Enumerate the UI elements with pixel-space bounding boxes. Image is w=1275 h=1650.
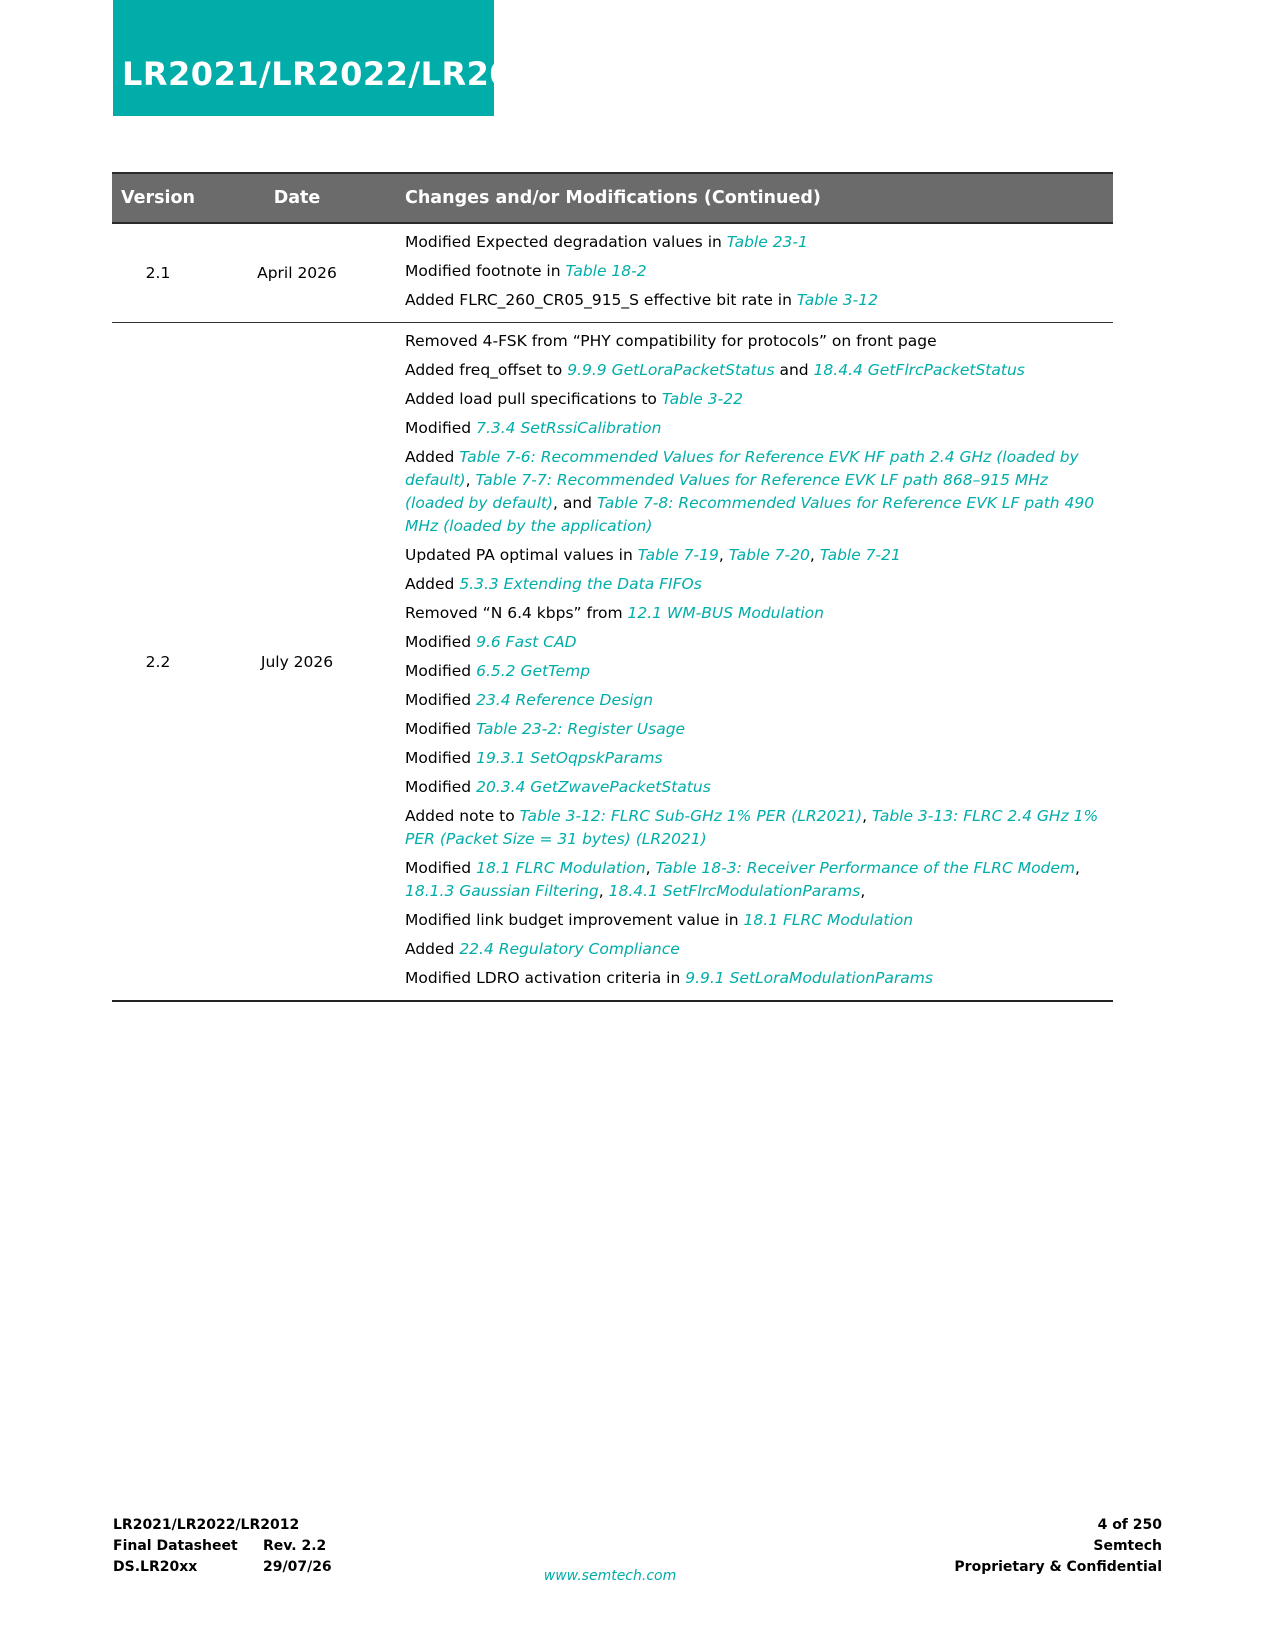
change-item	[405, 805, 1101, 857]
cross-reference-link[interactable]: 9.9.9 GetLoraPacketStatus	[567, 361, 775, 379]
change-item	[405, 631, 1101, 660]
footer-rev: Rev. 2.2	[263, 1538, 327, 1554]
footer-confidentiality: Proprietary & Confidential	[954, 1559, 1162, 1575]
change-text: ,	[862, 807, 872, 825]
change-item	[405, 602, 1101, 631]
cross-reference-link[interactable]: Table 7-19	[637, 546, 719, 564]
change-text: , and	[553, 494, 597, 512]
version-cell: 2.1	[112, 223, 204, 323]
cross-reference-link[interactable]: Table 18-3: Receiver Performance of the FLRC Modem	[655, 859, 1076, 877]
change-text: Added FLRC_260_CR05_915_S effective bit rate in	[405, 291, 797, 309]
change-item	[405, 967, 1101, 996]
change-item	[405, 231, 1101, 260]
cross-reference-link[interactable]: 12.1 WM-BUS Modulation	[627, 604, 824, 622]
change-text: ,	[809, 546, 820, 564]
change-text: Modified	[405, 691, 477, 709]
table-row	[112, 323, 1113, 1002]
change-item	[405, 388, 1101, 417]
change-item	[405, 747, 1101, 776]
cross-reference-link[interactable]: 19.3.1 SetOqpskParams	[476, 749, 663, 767]
change-item	[405, 718, 1101, 747]
change-item	[405, 938, 1101, 967]
cross-reference-link[interactable]: 18.1 FLRC Modulation	[476, 859, 646, 877]
cross-reference-link[interactable]: Table 3-13: FLRC 2.4 GHz 1% PER (Packet Size = 31 bytes) (LR2021)	[405, 807, 1099, 848]
cross-reference-link[interactable]: 18.1 FLRC Modulation	[743, 911, 914, 929]
cross-reference-link[interactable]: Table 7-7: Recommended Values for Reference EVK LF path 868–915 MHz (loaded by default)	[405, 471, 1049, 512]
change-text: ,	[465, 471, 476, 489]
document-title: LR2021/LR2022/LR2012	[122, 55, 558, 93]
change-text: Added	[405, 940, 460, 958]
change-text: Modified LDRO activation criteria in	[405, 969, 686, 987]
footer-doc-name: LR2021/LR2022/LR2012	[113, 1517, 300, 1533]
change-item	[405, 689, 1101, 718]
date-column-header: Date	[204, 173, 390, 223]
change-item	[405, 909, 1101, 938]
change-text: Modified	[405, 778, 477, 796]
change-item	[405, 330, 1101, 359]
changes-cell	[390, 323, 1113, 1002]
footer-website-link[interactable]: www.semtech.com	[543, 1568, 677, 1584]
cross-reference-link[interactable]: 9.9.1 SetLoraModulationParams	[685, 969, 933, 987]
change-text: and	[774, 361, 814, 379]
version-column-header: Version	[112, 173, 204, 223]
change-item	[405, 289, 1101, 318]
change-text: Modified	[405, 662, 477, 680]
cross-reference-link[interactable]: 18.1.3 Gaussian Filtering	[405, 882, 599, 900]
change-item	[405, 260, 1101, 289]
footer-right	[954, 1515, 1162, 1578]
change-text: Added	[405, 448, 460, 466]
footer-status: Final Datasheet	[113, 1538, 238, 1554]
footer-left	[113, 1515, 332, 1578]
change-text: Modified	[405, 633, 477, 651]
cross-reference-link[interactable]: 6.5.2 GetTemp	[476, 662, 591, 680]
cross-reference-link[interactable]: 7.3.4 SetRssiCalibration	[476, 419, 662, 437]
change-text: Updated PA optimal values in	[405, 546, 638, 564]
change-text: Added freq_offset to	[405, 361, 568, 379]
change-text: Removed “N 6.4 kbps” from	[405, 604, 628, 622]
change-text: ,	[645, 859, 656, 877]
change-item	[405, 417, 1101, 446]
change-item	[405, 660, 1101, 689]
table-row	[112, 223, 1113, 323]
cross-reference-link[interactable]: 23.4 Reference Design	[476, 691, 654, 709]
change-text: ,	[598, 882, 609, 900]
cross-reference-link[interactable]: Table 3-12	[796, 291, 878, 309]
change-text: Modified link budget improvement value in	[405, 911, 744, 929]
cross-reference-link[interactable]: Table 7-8: Recommended Values for Reference EVK LF path 490 MHz (loaded by the application)	[405, 494, 1095, 535]
cross-reference-link[interactable]: Table 3-22	[661, 390, 743, 408]
cross-reference-link[interactable]: 5.3.3 Extending the Data FIFOs	[459, 575, 702, 593]
cross-reference-link[interactable]: Table 23-1	[726, 233, 808, 251]
changes-column-header: Changes and/or Modifications (Continued)	[390, 173, 1113, 223]
change-text: Modified	[405, 859, 477, 877]
date-cell: April 2026	[204, 223, 390, 323]
cross-reference-link[interactable]: 18.4.4 GetFlrcPacketStatus	[813, 361, 1025, 379]
change-text: Modified	[405, 720, 477, 738]
cross-reference-link[interactable]: Table 3-12: FLRC Sub-GHz 1% PER (LR2021)	[519, 807, 863, 825]
change-item	[405, 544, 1101, 573]
change-text: Added	[405, 575, 460, 593]
change-text: ,	[718, 546, 729, 564]
cross-reference-link[interactable]: 9.6 Fast CAD	[476, 633, 577, 651]
change-item	[405, 857, 1101, 909]
change-text: Modified	[405, 419, 477, 437]
footer-date: 29/07/26	[263, 1559, 332, 1575]
cross-reference-link[interactable]: Table 18-2	[565, 262, 647, 280]
cross-reference-link[interactable]: Table 7-21	[819, 546, 901, 564]
footer-doc-id: DS.LR20xx	[113, 1559, 198, 1575]
change-text: Modified	[405, 749, 477, 767]
cross-reference-link[interactable]: Table 23-2: Register Usage	[476, 720, 686, 738]
cross-reference-link[interactable]: Table 7-20	[728, 546, 810, 564]
date-cell: July 2026	[204, 323, 390, 1002]
changes-cell	[390, 223, 1113, 323]
revision-history-table	[112, 172, 1113, 1002]
change-text: Modified footnote in	[405, 262, 566, 280]
change-text: Added note to	[405, 807, 520, 825]
cross-reference-link[interactable]: Table 7-6: Recommended Values for Reference EVK HF path 2.4 GHz (loaded by default)	[405, 448, 1079, 489]
table-header-row	[112, 173, 1113, 223]
cross-reference-link[interactable]: 22.4 Regulatory Compliance	[459, 940, 680, 958]
change-item	[405, 776, 1101, 805]
change-text: ,	[1075, 859, 1080, 877]
cross-reference-link[interactable]: 18.4.1 SetFlrcModulationParams	[608, 882, 861, 900]
change-text: Added load pull specifications to	[405, 390, 662, 408]
version-cell: 2.2	[112, 323, 204, 1002]
change-text: ,	[860, 882, 866, 900]
header-banner	[113, 0, 558, 116]
change-text: Removed 4-FSK from “PHY compatibility for protocols” on front page	[405, 332, 937, 350]
change-item	[405, 446, 1101, 544]
footer-company: Semtech	[1093, 1538, 1162, 1554]
footer-page-number: 4 of 250	[1097, 1517, 1162, 1533]
cross-reference-link[interactable]: 20.3.4 GetZwavePacketStatus	[476, 778, 711, 796]
change-text: Modified Expected degradation values in	[405, 233, 727, 251]
change-item	[405, 359, 1101, 388]
change-item	[405, 573, 1101, 602]
